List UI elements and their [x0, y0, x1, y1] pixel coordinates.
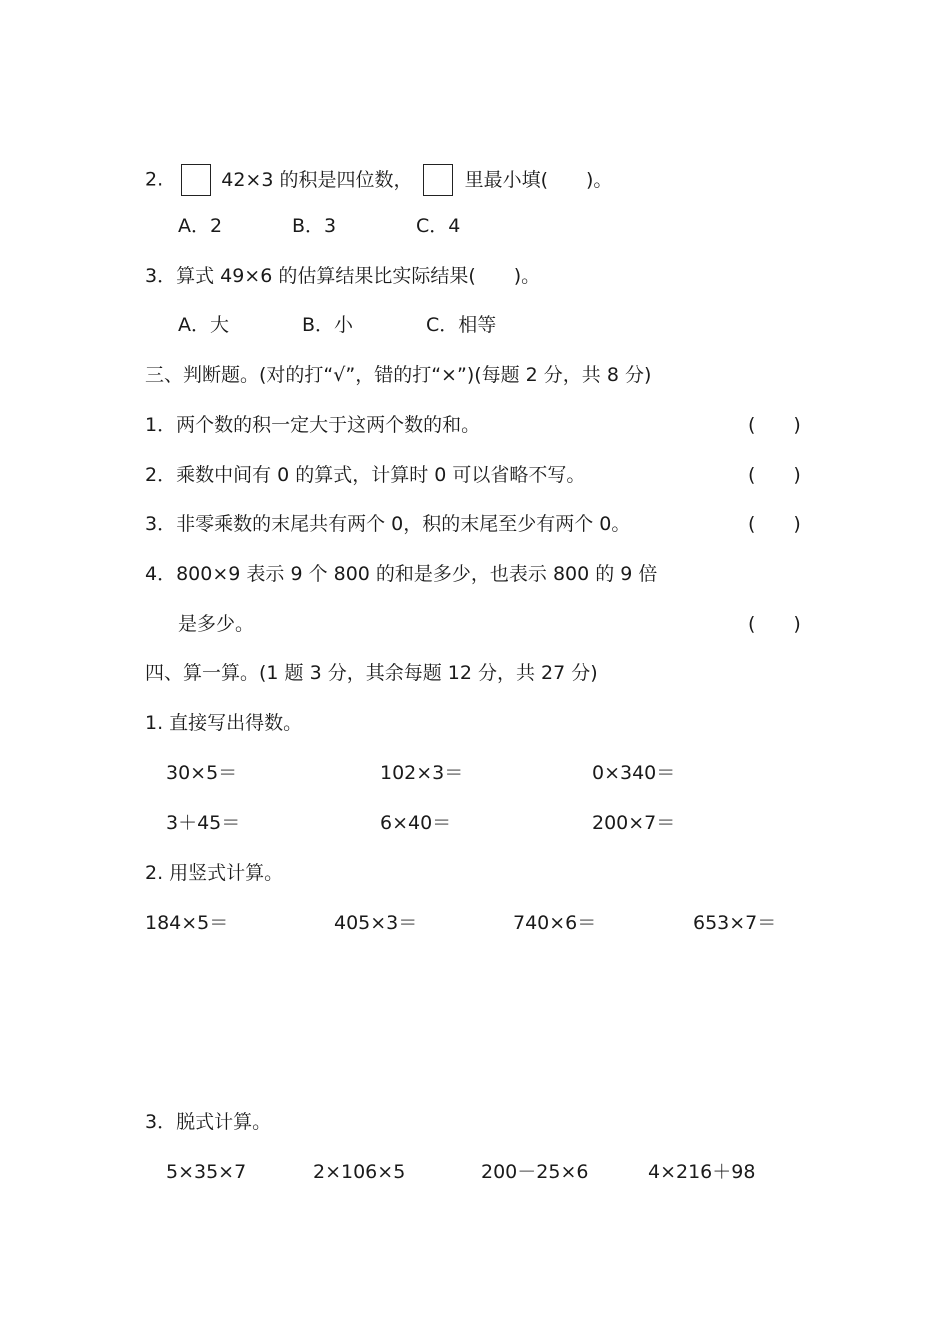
- calc-item: 6×40＝: [380, 812, 452, 834]
- q2-option-c[interactable]: C．4: [416, 215, 461, 237]
- tf-item-1: 1．两个数的积一定大于这两个数的和。: [145, 414, 481, 436]
- vertical-calc-item: 740×6＝: [513, 912, 597, 934]
- q3-option-c[interactable]: C．相等: [426, 314, 497, 336]
- s4-q1-title: 1. 直接写出得数。: [145, 712, 303, 734]
- section3-heading: 三、判断题。(对的打“√”，错的打“×”)(每题 2 分，共 8 分): [145, 364, 652, 386]
- answer-box[interactable]: [423, 164, 453, 196]
- step-calc-item: 200－25×6: [481, 1161, 589, 1183]
- q3-option-a[interactable]: A．大: [178, 314, 229, 336]
- q2-text-a: 42×3 的积是四位数，: [221, 168, 413, 191]
- tf-item-2: 2．乘数中间有 0 的算式，计算时 0 可以省略不写。: [145, 464, 586, 486]
- calc-item: 102×3＝: [380, 762, 464, 784]
- calc-item: 3＋45＝: [166, 812, 241, 834]
- tf-item-4: 4．800×9 表示 9 个 800 的和是多少，也表示 800 的 9 倍: [145, 563, 658, 585]
- step-calc-item: 4×216＋98: [648, 1161, 756, 1183]
- q3-option-b[interactable]: B．小: [302, 314, 354, 336]
- q2-option-b[interactable]: B．3: [292, 215, 337, 237]
- tf-item-4-cont: 是多少。: [178, 613, 255, 635]
- s4-q3-title: 3．脱式计算。: [145, 1111, 272, 1133]
- tf-answer-4[interactable]: ( ): [748, 613, 801, 635]
- q3-text: 3．算式 49×6 的估算结果比实际结果( )。: [145, 265, 541, 287]
- q2-text-b: 里最小填( )。: [464, 168, 613, 191]
- s4-q2-title: 2. 用竖式计算。: [145, 862, 284, 884]
- step-calc-item: 5×35×7: [166, 1161, 247, 1183]
- step-calc-item: 2×106×5: [313, 1161, 406, 1183]
- vertical-calc-item: 653×7＝: [693, 912, 777, 934]
- tf-item-3: 3．非零乘数的末尾共有两个 0，积的末尾至少有两个 0。: [145, 513, 631, 535]
- tf-answer-2[interactable]: ( ): [748, 464, 801, 486]
- q2-line: [145, 164, 612, 196]
- calc-item: 0×340＝: [592, 762, 676, 784]
- vertical-calc-item: 405×3＝: [334, 912, 418, 934]
- answer-box[interactable]: [181, 164, 211, 196]
- calc-item: 200×7＝: [592, 812, 676, 834]
- tf-answer-3[interactable]: ( ): [748, 513, 801, 535]
- vertical-calc-item: 184×5＝: [145, 912, 229, 934]
- q2-option-a[interactable]: A．2: [178, 215, 223, 237]
- q2-number: 2.: [145, 168, 164, 191]
- calc-item: 30×5＝: [166, 762, 238, 784]
- tf-answer-1[interactable]: ( ): [748, 414, 801, 436]
- section4-heading: 四、算一算。(1 题 3 分，其余每题 12 分，共 27 分): [145, 662, 598, 684]
